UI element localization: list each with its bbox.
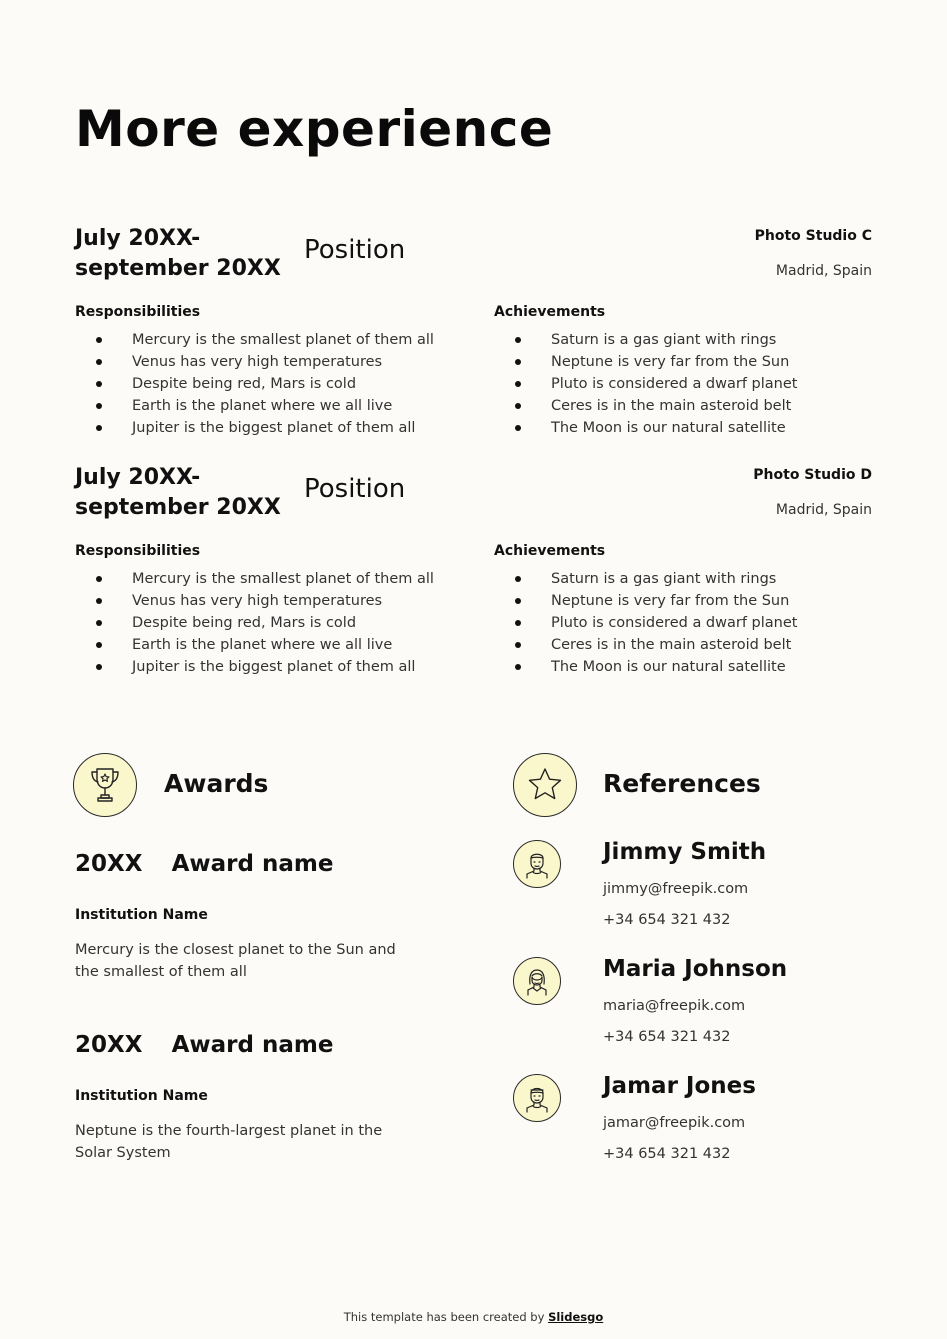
slidesgo-link[interactable]: Slidesgo (548, 1310, 604, 1324)
man-avatar-icon (513, 840, 561, 888)
man-avatar-icon (513, 1074, 561, 1122)
reference-2-name: Maria Johnson (603, 956, 788, 982)
experience-2-studio: Photo Studio D (753, 467, 872, 483)
reference-1-email[interactable]: jimmy@freepik.com (603, 881, 749, 897)
achievements-label: Achievements (494, 543, 606, 559)
award-1-description: Mercury is the closest planet to the Sun and the smallest of them all (75, 942, 396, 980)
award-1-title (75, 851, 333, 877)
list-item: Despite being red, Mars is cold (75, 373, 434, 395)
responsibilities-list (75, 568, 434, 678)
reference-3-email[interactable]: jamar@freepik.com (603, 1115, 746, 1131)
responsibilities-label: Responsibilities (75, 304, 201, 320)
footer-text: This template has been created by (343, 1310, 549, 1324)
responsibilities-list (75, 329, 434, 439)
experience-2-date (75, 463, 281, 523)
experience-1-studio: Photo Studio C (754, 228, 872, 244)
awards-heading: Awards (164, 769, 269, 798)
reference-1-name: Jimmy Smith (603, 839, 767, 865)
date-line-2: september 20XX (75, 256, 281, 281)
achievements-list (494, 568, 797, 678)
award-2-description: Neptune is the fourth-largest planet in the Solar System (75, 1123, 383, 1161)
list-item: Jupiter is the biggest planet of them all (75, 656, 434, 678)
award-name: Award name (171, 1032, 334, 1058)
date-line-2: september 20XX (75, 495, 281, 520)
list-item: Earth is the planet where we all live (75, 395, 434, 417)
footer (0, 1310, 947, 1324)
list-item: Saturn is a gas giant with rings (494, 329, 797, 351)
experience-2-location: Madrid, Spain (775, 502, 872, 518)
list-item: The Moon is our natural satellite (494, 417, 797, 439)
list-item: Earth is the planet where we all live (75, 634, 434, 656)
reference-2-phone: +34 654 321 432 (603, 1029, 731, 1045)
list-item: Neptune is very far from the Sun (494, 590, 797, 612)
award-year: 20XX (75, 851, 143, 877)
reference-3-phone: +34 654 321 432 (603, 1146, 731, 1162)
experience-2-position: Position (304, 474, 406, 504)
trophy-icon (73, 753, 137, 817)
date-line-1: July 20XX- (75, 465, 201, 490)
reference-1-phone: +34 654 321 432 (603, 912, 731, 928)
date-line-1: July 20XX- (75, 226, 201, 251)
achievements-list (494, 329, 797, 439)
award-1-institution: Institution Name (75, 907, 208, 923)
woman-avatar-icon (513, 957, 561, 1005)
list-item: Jupiter is the biggest planet of them all (75, 417, 434, 439)
page-title: More experience (75, 100, 554, 158)
list-item: Venus has very high temperatures (75, 351, 434, 373)
award-name: Award name (171, 851, 334, 877)
list-item: The Moon is our natural satellite (494, 656, 797, 678)
list-item: Pluto is considered a dwarf planet (494, 373, 797, 395)
list-item: Despite being red, Mars is cold (75, 612, 434, 634)
reference-3-name: Jamar Jones (603, 1073, 756, 1099)
references-heading: References (603, 769, 761, 798)
achievements-label: Achievements (494, 304, 606, 320)
list-item: Ceres is in the main asteroid belt (494, 395, 797, 417)
responsibilities-label: Responsibilities (75, 543, 201, 559)
award-2-title (75, 1032, 333, 1058)
list-item: Pluto is considered a dwarf planet (494, 612, 797, 634)
list-item: Neptune is very far from the Sun (494, 351, 797, 373)
list-item: Mercury is the smallest planet of them all (75, 329, 434, 351)
experience-1-position: Position (304, 235, 406, 265)
award-2-institution: Institution Name (75, 1088, 208, 1104)
experience-1-date (75, 224, 281, 284)
award-year: 20XX (75, 1032, 143, 1058)
experience-1-location: Madrid, Spain (775, 263, 872, 279)
list-item: Mercury is the smallest planet of them all (75, 568, 434, 590)
list-item: Venus has very high temperatures (75, 590, 434, 612)
reference-2-email[interactable]: maria@freepik.com (603, 998, 746, 1014)
list-item: Ceres is in the main asteroid belt (494, 634, 797, 656)
list-item: Saturn is a gas giant with rings (494, 568, 797, 590)
star-icon (513, 753, 577, 817)
